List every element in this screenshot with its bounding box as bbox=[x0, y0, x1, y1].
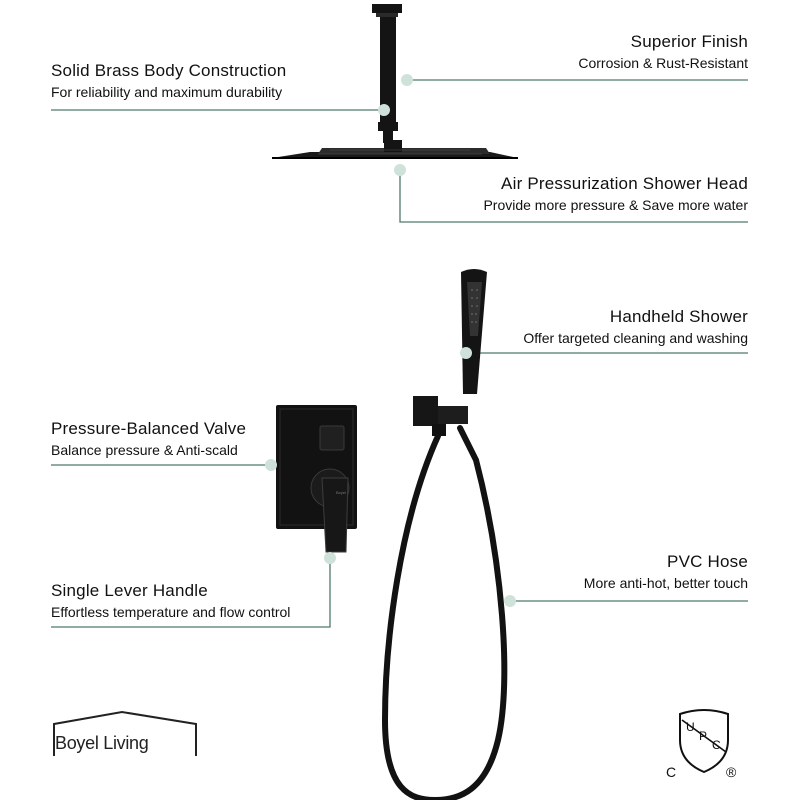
feature-subtitle: Provide more pressure & Save more water bbox=[483, 197, 748, 214]
feature-lever-handle bbox=[51, 581, 290, 621]
brand-logo bbox=[52, 710, 198, 758]
feature-title: Pressure-Balanced Valve bbox=[51, 419, 247, 438]
handheld-shower bbox=[461, 269, 487, 394]
callout-dot-valve bbox=[265, 459, 277, 471]
feature-pvc-hose bbox=[584, 552, 748, 592]
ceiling-arm bbox=[372, 4, 402, 143]
cert-c-mark: C bbox=[666, 764, 677, 780]
cert-letter-p: P bbox=[699, 729, 708, 743]
brand-name: Boyel Living bbox=[55, 733, 149, 753]
callout-dot-lever bbox=[324, 552, 336, 564]
feature-subtitle: More anti-hot, better touch bbox=[583, 575, 748, 592]
feature-solid-brass bbox=[51, 61, 286, 101]
feature-pressure-valve bbox=[51, 419, 246, 459]
feature-subtitle: For reliability and maximum durability bbox=[51, 84, 283, 101]
feature-subtitle: Corrosion & Rust-Resistant bbox=[578, 55, 748, 72]
pvc-hose bbox=[385, 428, 504, 800]
feature-subtitle: Offer targeted cleaning and washing bbox=[523, 330, 748, 347]
feature-title: PVC Hose bbox=[667, 552, 748, 571]
feature-subtitle: Balance pressure & Anti-scald bbox=[51, 442, 238, 459]
callout-dot-brass bbox=[378, 104, 390, 116]
feature-title: Solid Brass Body Construction bbox=[51, 61, 287, 80]
callout-dot-finish bbox=[401, 74, 413, 86]
rain-shower-head bbox=[272, 140, 518, 158]
cert-letter-u: U bbox=[686, 720, 695, 734]
svg-text:Boyel: Boyel bbox=[336, 490, 347, 495]
feature-subtitle: Effortless temperature and flow control bbox=[51, 604, 291, 621]
feature-superior-finish bbox=[578, 32, 748, 72]
feature-title: Superior Finish bbox=[630, 32, 748, 51]
callout-dot-hose bbox=[504, 595, 516, 607]
callout-dot-hand bbox=[460, 347, 472, 359]
registered-mark: ® bbox=[726, 764, 737, 780]
valve-trim bbox=[276, 405, 357, 552]
cert-letter-c: C bbox=[712, 738, 721, 752]
feature-shower-head bbox=[483, 174, 748, 214]
callout-dot-head bbox=[394, 164, 406, 176]
feature-title: Handheld Shower bbox=[609, 307, 748, 326]
feature-handheld-shower bbox=[523, 307, 748, 347]
feature-title: Air Pressurization Shower Head bbox=[501, 174, 748, 193]
diverter-knob bbox=[320, 426, 344, 450]
feature-title: Single Lever Handle bbox=[51, 581, 208, 600]
cupc-certification-mark bbox=[664, 706, 744, 786]
